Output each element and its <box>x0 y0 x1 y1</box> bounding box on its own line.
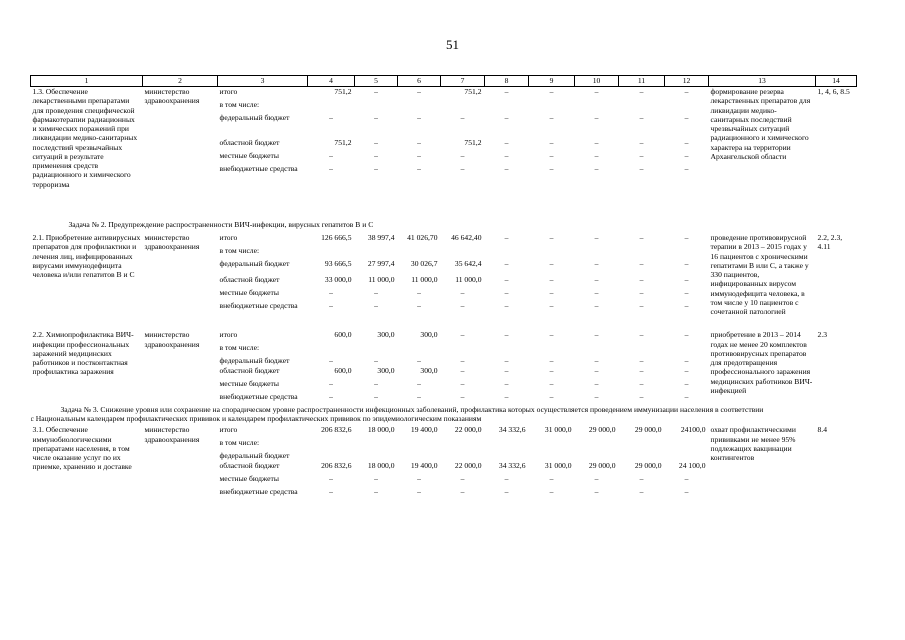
amount-cell: 751,2 <box>464 87 482 96</box>
amount-cell: – <box>594 274 599 284</box>
col-number: 11 <box>619 76 665 87</box>
budget-label-local: местные бюджеты <box>219 287 279 297</box>
amount-cell: – <box>417 391 421 401</box>
col-number: 4 <box>308 76 355 87</box>
budget-label-incl: в том числе: <box>219 246 260 255</box>
amount-cell: – <box>594 287 599 297</box>
amount-cell: – <box>639 274 644 284</box>
amount-cell: – <box>594 300 599 310</box>
amount-cell: 751,2 <box>334 137 352 147</box>
amount-cell: – <box>504 163 509 173</box>
amount-cell: – <box>684 378 689 388</box>
amount-cell: – <box>460 300 465 310</box>
amount-cell: – <box>504 150 509 160</box>
amount-cell: – <box>684 356 689 366</box>
amount-cell: – <box>417 112 421 122</box>
amount-cell: – <box>639 391 644 401</box>
amount-cell: – <box>374 112 378 122</box>
amount-cell: – <box>417 87 421 96</box>
amount-cell: – <box>460 287 465 297</box>
amount-cell: – <box>417 486 421 496</box>
amount-cell: – <box>639 378 644 388</box>
amount-cell: – <box>460 378 465 388</box>
budget-label-total: итого <box>219 330 238 340</box>
amount-cell: – <box>549 300 554 310</box>
budget-label-extra: внебюджетные средства <box>219 486 298 496</box>
amount-cell: – <box>417 473 421 483</box>
amount-cell: – <box>329 473 333 483</box>
amount-cell: – <box>549 112 554 122</box>
amount-cell: – <box>549 150 554 160</box>
measure-result: проведение противовирусной терапии в 2013 – 2015 годах у 16 пациентов с хроническими гепатитами В или С, а также у 330 пациентов, инфицированных вирусом иммунодефицита человека, в том числе у 10 пациентов с сочетанной патологией <box>710 233 809 316</box>
amount-cell: – <box>417 356 421 366</box>
amount-cell: – <box>374 356 378 366</box>
amount-cell: – <box>504 365 509 375</box>
amount-cell: – <box>374 300 378 310</box>
amount-cell: – <box>460 486 465 496</box>
measure-indicator: 1, 4, 6, 8.5 <box>817 87 850 96</box>
amount-cell: – <box>374 378 378 388</box>
col-number: 9 <box>529 76 575 87</box>
measure-result: охват профилактическими прививками не менее 95% подлежащих вакцинации контингентов <box>710 425 796 462</box>
amount-cell: 24 100,0 <box>678 460 706 470</box>
amount-cell: 751,2 <box>464 137 482 147</box>
amount-cell: – <box>684 112 689 122</box>
amount-cell: – <box>329 287 333 297</box>
amount-cell: – <box>417 137 421 147</box>
measure-name: 3.1. Обеспечение иммунобиологическими препаратами населения, в том числе оказание услуг по их приемке, хранению и доставке <box>32 425 132 472</box>
amount-cell: – <box>639 473 644 483</box>
amount-cell: 93 666,5 <box>324 259 352 268</box>
amount-cell: – <box>549 163 554 173</box>
amount-cell: – <box>594 137 599 147</box>
amount-cell: 33 000,0 <box>324 274 352 284</box>
amount-cell: 300,0 <box>420 365 438 375</box>
measure-name: 2.1. Приобретение антивирусных препаратов для профилактики и лечения лиц, инфицированных вирусами иммунодефицита человека и/или гепатитов В и С <box>32 233 141 279</box>
amount-cell: – <box>549 87 554 96</box>
amount-cell: – <box>594 112 599 122</box>
amount-cell: – <box>639 137 644 147</box>
amount-cell: – <box>374 163 378 173</box>
task-heading-line: с Национальным календарем профилактических прививок и календарем профилактических прививок по эпидемиологическим показаниям <box>30 414 482 423</box>
budget-label-federal: федеральный бюджет <box>219 356 290 366</box>
amount-cell: – <box>374 391 378 401</box>
measure-result: формирование резерва лекарственных препаратов для ликвидации медико-санитарных последствий чрезвычайных ситуаций радиационного и химического характера на территории Архангельской области <box>710 87 811 161</box>
budget-label-federal: федеральный бюджет <box>219 112 290 122</box>
program-table <box>30 75 857 496</box>
amount-cell: – <box>684 486 689 496</box>
amount-cell: – <box>504 300 509 310</box>
amount-cell: – <box>639 486 644 496</box>
amount-cell: – <box>374 137 378 147</box>
amount-cell: 600,0 <box>334 365 352 375</box>
measure-executor: министерство здравоохранения <box>144 425 200 444</box>
col-number: 14 <box>816 76 857 87</box>
measure-2-2 <box>31 330 857 401</box>
amount-cell: – <box>460 391 465 401</box>
budget-label-total: итого <box>219 425 238 435</box>
amount-cell: – <box>684 87 689 96</box>
amount-cell: – <box>460 150 465 160</box>
amount-cell: 206 832,6 <box>321 460 352 470</box>
amount-cell: – <box>549 365 554 375</box>
amount-cell: – <box>549 137 554 147</box>
col-number: 5 <box>355 76 398 87</box>
amount-cell: – <box>549 378 554 388</box>
amount-cell: 300,0 <box>377 365 395 375</box>
amount-cell: – <box>329 300 333 310</box>
amount-cell: – <box>639 259 644 268</box>
amount-cell: – <box>329 391 333 401</box>
amount-cell: – <box>374 87 378 96</box>
budget-label-regional: областной бюджет <box>219 274 280 284</box>
amount-cell: 19 400,0 <box>410 425 438 435</box>
amount-cell: – <box>594 87 599 96</box>
budget-label-total: итого <box>219 87 238 96</box>
amount-cell: – <box>460 473 465 483</box>
amount-cell: 34 332,6 <box>498 425 526 435</box>
col-number: 13 <box>709 76 816 87</box>
budget-label-incl: в том числе: <box>219 343 260 353</box>
amount-cell: – <box>417 163 421 173</box>
amount-cell: 31 000,0 <box>544 460 572 470</box>
budget-label-federal: федеральный бюджет <box>219 451 290 461</box>
budget-label-regional: областной бюджет <box>219 460 280 470</box>
budget-label-federal: федеральный бюджет <box>219 259 290 268</box>
col-number: 12 <box>665 76 709 87</box>
amount-cell: 206 832,6 <box>321 425 352 435</box>
task-heading <box>31 401 857 426</box>
measure-3-1 <box>31 425 857 496</box>
amount-cell: – <box>594 486 599 496</box>
measure-indicator: 2.2, 2.3, 4.11 <box>817 233 843 252</box>
amount-cell: – <box>594 150 599 160</box>
amount-cell: – <box>460 365 465 375</box>
amount-cell: – <box>684 365 689 375</box>
amount-cell: – <box>594 378 599 388</box>
col-number: 10 <box>575 76 619 87</box>
budget-label-total: итого <box>219 233 238 242</box>
budget-label-local: местные бюджеты <box>219 150 279 160</box>
amount-cell: – <box>504 87 509 96</box>
amount-cell: 11 000,0 <box>411 274 438 284</box>
budget-label-incl: в том числе: <box>219 438 260 448</box>
amount-cell: – <box>594 233 599 242</box>
amount-cell: – <box>549 259 554 268</box>
amount-cell: – <box>374 150 378 160</box>
amount-cell: – <box>684 163 689 173</box>
measure-name: 2.2. Химиопрофилактика ВИЧ-инфекции профессиональных заражений медицинских работников и постконтактная профилактика заражения <box>32 330 134 377</box>
amount-cell: – <box>684 274 689 284</box>
amount-cell: – <box>460 356 465 366</box>
amount-cell: – <box>684 300 689 310</box>
budget-label-extra: внебюджетные средства <box>219 163 298 173</box>
amount-cell: – <box>639 356 644 366</box>
amount-cell: 18 000,0 <box>367 460 395 470</box>
amount-cell: 19 400,0 <box>410 460 438 470</box>
amount-cell: 46 642,40 <box>451 233 482 242</box>
task-heading: Задача № 2. Предупреждение распространенности ВИЧ-инфекции, вирусных гепатитов В и С <box>68 219 374 229</box>
col-number: 1 <box>31 76 143 87</box>
budget-label-local: местные бюджеты <box>219 378 279 388</box>
amount-cell: – <box>594 365 599 375</box>
amount-cell: – <box>549 233 554 242</box>
amount-cell: – <box>684 233 689 242</box>
amount-cell: 22 000,0 <box>454 425 482 435</box>
amount-cell: – <box>329 378 333 388</box>
col-number: 8 <box>485 76 529 87</box>
amount-cell: – <box>594 259 599 268</box>
amount-cell: – <box>639 300 644 310</box>
amount-cell: – <box>549 486 554 496</box>
measure-name: 1.3. Обеспечение лекарственными препаратами для проведения специфической фармакотерапии радиационных и химических поражений при ликвидации медико-санитарных последствий чрезвычайных ситуаций в результате применения средств радиационного и химического терроризма <box>32 87 138 189</box>
amount-cell: – <box>594 473 599 483</box>
measure-1-3 <box>31 87 857 215</box>
amount-cell: 41 026,70 <box>407 233 438 242</box>
amount-cell: – <box>329 150 333 160</box>
col-number: 7 <box>441 76 485 87</box>
amount-cell: – <box>504 330 509 340</box>
amount-cell: 29 000,0 <box>634 425 662 435</box>
amount-cell: – <box>549 391 554 401</box>
amount-cell: – <box>504 391 509 401</box>
amount-cell: – <box>549 287 554 297</box>
amount-cell: – <box>417 300 421 310</box>
amount-cell: – <box>684 391 689 401</box>
amount-cell: – <box>594 391 599 401</box>
amount-cell: 29 000,0 <box>634 460 662 470</box>
amount-cell: – <box>684 137 689 147</box>
measure-executor: министерство здравоохранения <box>144 330 200 349</box>
amount-cell: – <box>460 163 465 173</box>
amount-cell: – <box>504 356 509 366</box>
budget-label-regional: областной бюджет <box>219 137 280 147</box>
amount-cell: – <box>684 287 689 297</box>
measure-indicator: 2.3 <box>817 330 827 340</box>
amount-cell: 27 997,4 <box>367 259 395 268</box>
amount-cell: 18 000,0 <box>367 425 395 435</box>
amount-cell: – <box>374 287 378 297</box>
amount-cell: – <box>594 330 599 340</box>
amount-cell: – <box>549 330 554 340</box>
amount-cell: – <box>504 287 509 297</box>
amount-cell: 22 000,0 <box>454 460 482 470</box>
amount-cell: – <box>639 87 644 96</box>
amount-cell: 30 026,7 <box>410 259 438 268</box>
amount-cell: – <box>684 259 689 268</box>
budget-label-extra: внебюджетные средства <box>219 391 298 401</box>
measure-result: приобретение в 2013 – 2014 годах не менее 20 комплектов противовирусных препаратов для предотвращения профессионального заражения медицинских работников ВИЧ-инфекцией <box>710 330 813 395</box>
amount-cell: 126 666,5 <box>321 233 352 242</box>
amount-cell: 35 642,4 <box>454 259 482 268</box>
column-number-header <box>31 76 857 87</box>
amount-cell: 300,0 <box>377 330 395 340</box>
amount-cell: 11 000,0 <box>368 274 395 284</box>
amount-cell: – <box>639 233 644 242</box>
amount-cell: – <box>504 233 509 242</box>
amount-cell: – <box>684 473 689 483</box>
amount-cell: – <box>639 163 644 173</box>
amount-cell: – <box>374 486 378 496</box>
amount-cell: – <box>594 163 599 173</box>
amount-cell: 31 000,0 <box>544 425 572 435</box>
amount-cell: – <box>460 330 465 340</box>
amount-cell: 29 000,0 <box>588 460 616 470</box>
amount-cell: – <box>639 150 644 160</box>
measure-executor: министерство здравоохранения <box>144 87 200 106</box>
amount-cell: – <box>504 473 509 483</box>
amount-cell: – <box>504 137 509 147</box>
amount-cell: – <box>549 473 554 483</box>
amount-cell: – <box>417 378 421 388</box>
amount-cell: – <box>417 287 421 297</box>
amount-cell: – <box>504 112 509 122</box>
amount-cell: – <box>329 356 333 366</box>
amount-cell: 600,0 <box>334 330 352 340</box>
measure-indicator: 8.4 <box>817 425 827 435</box>
col-number: 3 <box>218 76 308 87</box>
budget-label-local: местные бюджеты <box>219 473 279 483</box>
amount-cell: 24100,0 <box>680 425 706 435</box>
amount-cell: – <box>460 112 465 122</box>
task-heading-line: Задача № 3. Снижение уровня или сохранение на спорадическом уровне распространенности инфекционных заболеваний, профилактика которых осуществляется проведением иммунизации населения в соответствии <box>60 404 764 414</box>
amount-cell: – <box>329 163 333 173</box>
amount-cell: – <box>329 112 333 122</box>
budget-label-incl: в том числе: <box>219 99 260 109</box>
col-number: 6 <box>398 76 441 87</box>
amount-cell: – <box>684 330 689 340</box>
col-number: 2 <box>143 76 218 87</box>
amount-cell: 38 997,4 <box>367 233 395 242</box>
amount-cell: – <box>374 473 378 483</box>
budget-label-regional: областной бюджет <box>219 365 280 375</box>
amount-cell: – <box>504 486 509 496</box>
amount-cell: 11 000,0 <box>455 274 482 284</box>
amount-cell: – <box>504 259 509 268</box>
amount-cell: – <box>504 378 509 388</box>
amount-cell: – <box>549 356 554 366</box>
amount-cell: – <box>504 274 509 284</box>
measure-2-1 <box>31 233 857 330</box>
amount-cell: – <box>594 356 599 366</box>
amount-cell: – <box>639 330 644 340</box>
measure-executor: министерство здравоохранения <box>144 233 200 252</box>
amount-cell: 751,2 <box>334 87 352 96</box>
amount-cell: – <box>417 150 421 160</box>
amount-cell: – <box>549 274 554 284</box>
amount-cell: – <box>639 287 644 297</box>
amount-cell: – <box>639 365 644 375</box>
amount-cell: – <box>684 150 689 160</box>
budget-label-extra: внебюджетные средства <box>219 300 298 310</box>
amount-cell: 300,0 <box>420 330 438 340</box>
amount-cell: – <box>639 112 644 122</box>
amount-cell: 29 000,0 <box>588 425 616 435</box>
amount-cell: 34 332,6 <box>498 460 526 470</box>
amount-cell: – <box>329 486 333 496</box>
page-number: 51 <box>446 37 459 52</box>
